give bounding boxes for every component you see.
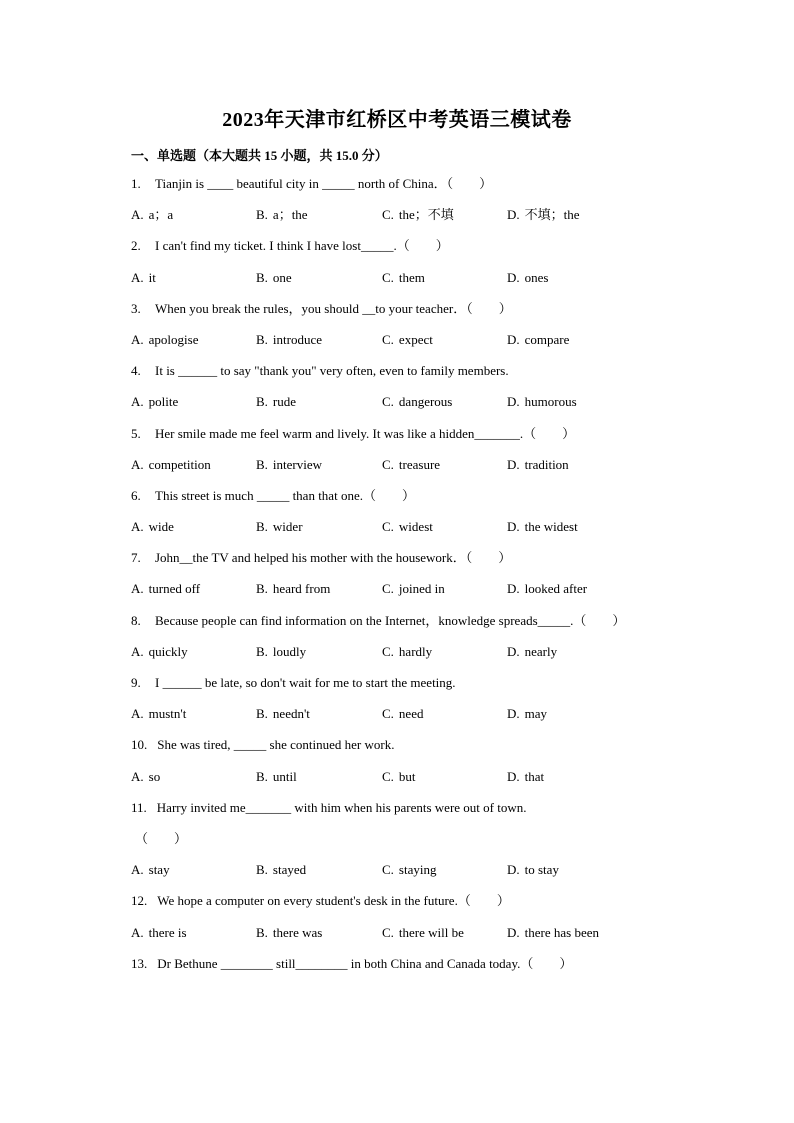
option-text: so	[148, 768, 161, 784]
option-text: interview	[272, 456, 323, 472]
answer-option	[131, 449, 211, 480]
option-text: humorous	[524, 394, 577, 410]
option-text: loudly	[272, 643, 307, 659]
option-label: B.	[256, 924, 268, 940]
option-text: tradition	[524, 456, 569, 472]
answer-option	[131, 854, 170, 885]
option-label: D.	[507, 269, 520, 285]
option-label: A.	[131, 862, 144, 878]
option-text: there is	[148, 924, 187, 940]
option-label: C.	[382, 331, 394, 347]
question-number: 13.	[131, 955, 148, 971]
answer-option	[131, 511, 174, 542]
answer-option	[256, 449, 322, 480]
question-text: Dr Bethune ________ still________ in both China and Canada today.（ ）	[157, 955, 573, 971]
option-text: treasure	[398, 456, 441, 472]
option-text: may	[524, 706, 548, 722]
answer-option	[507, 262, 548, 293]
answer-option	[507, 511, 578, 542]
option-text: competition	[148, 456, 211, 472]
answer-option	[382, 917, 464, 948]
option-label: B.	[256, 394, 268, 410]
option-label: C.	[382, 862, 394, 878]
option-text: heard from	[272, 581, 331, 597]
answer-option	[507, 761, 544, 792]
option-label: B.	[256, 456, 268, 472]
question-stem	[131, 605, 691, 636]
option-text: it	[148, 269, 156, 285]
question-stem	[131, 480, 691, 511]
question-number: 4.	[131, 363, 141, 379]
question-text: It is ______ to say "thank you" very often, even to family members.	[155, 363, 509, 379]
option-label: C.	[382, 924, 394, 940]
option-text: mustn't	[148, 706, 187, 722]
answer-option	[382, 698, 423, 729]
option-text: one	[272, 269, 292, 285]
option-text: stayed	[272, 862, 307, 878]
answer-option	[131, 199, 173, 230]
answer-option	[382, 324, 433, 355]
option-label: B.	[256, 643, 268, 659]
question-text: John__the TV and helped his mother with the housework．（ ）	[155, 550, 512, 566]
question-stem	[131, 885, 691, 916]
answer-option	[256, 917, 322, 948]
option-label: B.	[256, 269, 268, 285]
question-number: 9.	[131, 675, 141, 690]
option-label: B.	[256, 706, 268, 722]
answer-option	[131, 262, 156, 293]
option-label: D.	[507, 862, 520, 878]
question-text: When you break the rules，you should __to your teacher．（ ）	[155, 300, 512, 316]
answer-option	[256, 262, 292, 293]
question-stem	[131, 729, 691, 760]
answer-options	[131, 199, 691, 230]
option-label: B.	[256, 207, 268, 223]
answer-option	[507, 917, 599, 948]
option-label: D.	[507, 519, 520, 535]
question-list	[131, 168, 691, 979]
option-label: C.	[382, 207, 394, 223]
answer-option	[131, 636, 188, 667]
answer-options	[131, 324, 691, 355]
answer-option	[382, 761, 416, 792]
question-number: 10.	[131, 737, 148, 753]
question-text: This street is much _____ than that one.（ ）	[155, 487, 415, 503]
option-text: a；the	[272, 207, 308, 223]
answer-option	[256, 761, 297, 792]
option-label: D.	[507, 207, 520, 223]
option-label: A.	[131, 394, 144, 410]
option-text: needn't	[272, 706, 310, 722]
question-number: 5.	[131, 425, 141, 441]
question-number: 2.	[131, 238, 141, 254]
answer-options	[131, 636, 691, 667]
option-label: D.	[507, 706, 520, 722]
answer-option	[131, 386, 178, 417]
answer-options	[131, 511, 691, 542]
option-label: A.	[131, 207, 144, 223]
option-text: widest	[398, 519, 433, 535]
option-label: D.	[507, 643, 520, 659]
option-label: D.	[507, 394, 520, 410]
answer-option	[131, 917, 187, 948]
option-text: there was	[272, 924, 323, 940]
option-text: stay	[148, 862, 170, 878]
question-text: We hope a computer on every student's desk in the future.（ ）	[157, 893, 510, 909]
answer-option	[256, 698, 310, 729]
answer-option	[382, 636, 432, 667]
option-text: introduce	[272, 331, 323, 347]
question-stem	[131, 355, 691, 386]
option-label: D.	[507, 581, 520, 597]
question-stem	[131, 168, 691, 199]
option-text: wide	[148, 519, 174, 535]
answer-option	[131, 324, 198, 355]
answer-options	[131, 698, 691, 729]
option-label: C.	[382, 394, 394, 410]
option-text: turned off	[148, 581, 201, 597]
answer-option	[256, 573, 330, 604]
question-number: 12.	[131, 893, 148, 909]
option-label: A.	[131, 519, 144, 535]
question-number: 11.	[131, 799, 147, 815]
option-label: B.	[256, 862, 268, 878]
answer-option	[507, 698, 547, 729]
question-text: I can't find my ticket. I think I have lost_____.（ ）	[155, 238, 449, 254]
question-stem	[131, 667, 691, 698]
option-text: polite	[148, 394, 179, 410]
option-label: C.	[382, 581, 394, 597]
answer-option	[507, 324, 569, 355]
answer-options	[131, 917, 691, 948]
option-label: C.	[382, 456, 394, 472]
option-label: A.	[131, 331, 144, 347]
option-label: A.	[131, 456, 144, 472]
option-label: C.	[382, 519, 394, 535]
option-text: them	[398, 269, 425, 285]
option-text: apologise	[148, 331, 199, 347]
option-text: expect	[398, 331, 433, 347]
option-text: ones	[524, 269, 549, 285]
question-number: 7.	[131, 550, 141, 566]
question-stem	[131, 542, 691, 573]
question-text: Because people can find information on the Internet，knowledge spreads_____.（ ）	[155, 612, 626, 628]
question-text: Harry invited me_______ with him when his parents were out of town.	[156, 799, 527, 815]
option-text: nearly	[524, 643, 558, 659]
option-text: to stay	[524, 862, 559, 878]
option-text: 不填；the	[524, 207, 580, 223]
option-text: joined in	[398, 581, 445, 597]
option-text: rude	[272, 394, 297, 410]
option-label: B.	[256, 581, 268, 597]
option-label: C.	[382, 768, 394, 784]
answer-option	[382, 199, 454, 230]
question-number: 1.	[131, 176, 141, 191]
option-label: B.	[256, 768, 268, 784]
option-label: D.	[507, 768, 520, 784]
option-text: there will be	[398, 924, 464, 940]
option-label: A.	[131, 269, 144, 285]
question-number: 3.	[131, 300, 141, 316]
answer-option	[131, 573, 200, 604]
answer-option	[382, 449, 440, 480]
option-text: looked after	[524, 581, 588, 597]
option-label: D.	[507, 331, 520, 347]
question-stem	[131, 792, 691, 823]
question-stem	[131, 230, 691, 261]
answer-options	[131, 573, 691, 604]
section-heading: 一、单选题（本大题共 15 小题，共 15.0 分）	[131, 148, 388, 163]
option-text: but	[398, 768, 416, 784]
answer-options	[131, 386, 691, 417]
answer-option	[507, 449, 569, 480]
option-label: B.	[256, 331, 268, 347]
answer-option	[382, 386, 452, 417]
option-text: the widest	[524, 519, 578, 535]
answer-option	[382, 573, 445, 604]
answer-option	[256, 854, 306, 885]
question-number: 6.	[131, 487, 141, 503]
answer-option	[507, 199, 580, 230]
page-title: 2023年天津市红桥区中考英语三模试卷	[222, 109, 572, 131]
answer-option	[507, 636, 557, 667]
question-text: She was tired, _____ she continued her work.	[157, 737, 395, 753]
option-text: compare	[524, 331, 570, 347]
answer-options	[131, 262, 691, 293]
option-label: B.	[256, 519, 268, 535]
option-text: the；不填	[398, 207, 454, 223]
answer-option	[507, 386, 577, 417]
option-label: D.	[507, 924, 520, 940]
option-text: wider	[272, 519, 303, 535]
answer-option	[256, 511, 303, 542]
answer-options	[131, 449, 691, 480]
option-label: A.	[131, 706, 144, 722]
answer-option	[507, 854, 559, 885]
option-label: A.	[131, 768, 144, 784]
answer-option	[382, 511, 433, 542]
option-label: A.	[131, 643, 144, 659]
option-label: A.	[131, 581, 144, 597]
option-text: until	[272, 768, 297, 784]
answer-option	[256, 199, 308, 230]
answer-option	[256, 636, 306, 667]
question-stem	[131, 948, 691, 979]
question-stem	[131, 418, 691, 449]
question-text: Tianjin is ____ beautiful city in _____ north of China．（ ）	[155, 176, 493, 191]
option-text: that	[524, 768, 545, 784]
question-number: 8.	[131, 612, 141, 628]
answer-options	[131, 761, 691, 792]
answer-option	[256, 386, 296, 417]
answer-option	[256, 324, 322, 355]
question-text: Her smile made me feel warm and lively. It was like a hidden_______.（ ）	[155, 425, 576, 441]
option-label: C.	[382, 269, 394, 285]
option-text: there has been	[524, 924, 599, 940]
option-text: dangerous	[398, 394, 453, 410]
option-label: C.	[382, 706, 394, 722]
option-text: hardly	[398, 643, 433, 659]
option-text: staying	[398, 862, 437, 878]
option-label: D.	[507, 456, 520, 472]
answer-option	[382, 262, 425, 293]
answer-option	[131, 761, 160, 792]
answer-option	[507, 573, 587, 604]
option-text: need	[398, 706, 424, 722]
question-text: I ______ be late, so don't wait for me to start the meeting.	[155, 675, 456, 690]
option-label: C.	[382, 643, 394, 659]
option-text: quickly	[148, 643, 188, 659]
answer-option	[382, 854, 436, 885]
question-continuation: （ ）	[135, 830, 188, 846]
answer-options	[131, 854, 691, 885]
question-stem	[131, 293, 691, 324]
option-label: A.	[131, 924, 144, 940]
option-text: a；a	[148, 207, 174, 223]
answer-option	[131, 698, 186, 729]
